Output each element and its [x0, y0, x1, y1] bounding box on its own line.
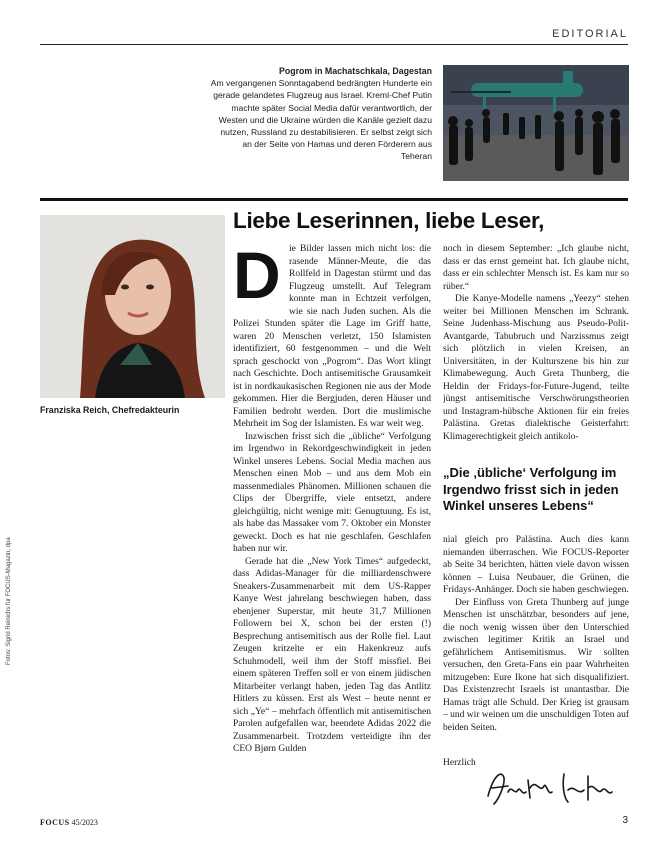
body-column-1 — [233, 243, 431, 805]
paragraph: nial gleich pro Palästina. Auch dies kann niemanden überraschen. Wie FOCUS-Reporter ab Seite 34 berichten, hätten viele davon wissen können – Luisa Neubauer, die Grünen, die Fridays-Anhänger. Doch sie haben geschwiegen. — [443, 535, 629, 595]
drop-cap: D — [233, 243, 281, 312]
paragraph: Gerade hat die „New York Times“ aufgedeckt, dass Adidas-Manager für die milliardenschwere Sneakers-Zusammenarbeit mit dem US-Rapper Kanye West jahrelang beschwiegen haben, dass ebenjener Superstar, mit heute 31,7 Millionen Followern bei X, schon bei der ersten (!) Besprechung antisemitisch aus der Rolle fiel. Laut Zeugen kritzelte er ein Hakenkreuz aufs Schuhmodell, weil ihm der Stoff missfiel. Bei einem späteren Treffen soll er von einem jüdischen Mitarbeiter verlangt haben, jeden Tag das Antlitz Hitlers zu küssen. Erst als West – heute nennt er sich „Ye“ – mehrfach öffentlich mit antisemitischen Parolen aufgefallen war, beendete Adidas 2022 die Zusammenarbeit. Trotzdem verteidigte ihn der CEO Bjørn Gulden — [233, 556, 431, 754]
page-number: 3 — [622, 815, 628, 826]
photo-credit: Fotos: Sigrid Reinichs für FOCUS-Magazin, dpa — [6, 537, 12, 665]
body-column-2-top — [443, 243, 629, 453]
editorial-headline: Liebe Leserinnen, liebe Leser, — [233, 208, 545, 233]
footer-brand — [40, 818, 98, 827]
paragraph: Inzwischen frisst sich die „übliche“ Verfolgung im Irgendwo in Rekordgeschwindigkeit in jeden Winkel unseres Lebens. Social Media machen aus Menschen einen Mob – und aus dem Mob ein massenmediales Phänomen. Millionen schauen die Clips der Übergriffe, viele entsetzt, andere gleichgültig, nicht wenige mit: Genugtuung. Es ist, als habe das Massaker vom 7. Oktober ein Monster geweckt. Doch es hat nie geschlafen. Geschlafen haben nur wir. — [233, 431, 431, 554]
section-label: EDITORIAL — [552, 28, 628, 40]
issue-number: 45/2023 — [71, 818, 98, 827]
paragraph: Die Kanye-Modelle namens „Yeezy“ stehen weiter bei Millionen Menschen im Schrank. Seine Judenhass-Mischung aus Pseudo-Polit-Avantgarde, Tabubruch und Narzissmus zeigt sich plötzlich in vielen Kreisen, an Universitäten, in der Kulturszene bis hin zur Klimabewegung. Auch Greta Thunberg, die Heldin der Fridays-for-Future-Jugend, teilte jüngst antisemitische Verschwörungstheorien und Instagram-hübsche Aktionen für ein freies Palästina. Gretas dialektische Geisterfahrt: Klimagerechtigkeit gleich antikolo- — [443, 294, 629, 442]
paragraph: noch in diesem September: „Ich glaube nicht, dass er das ernst gemeint hat. Ich glaube nicht, dass er ein schlechter Mensch ist. Es kam nur so rüber.“ — [443, 244, 629, 292]
teaser-text: Am vergangenen Sonntagabend bedrängten Hunderte ein gerade gelandetes Flugzeug aus Israel. Kreml-Chef Putin machte später Social Media dafür verantwortlich, der Westen und die Ukraine würden die Kanäle gezielt dazu nutzen, Russland zu destabilisieren. Er selbst zeigt sich an der Seite von Hamas und deren Förderern aus Teheran — [210, 78, 432, 162]
teaser-title: Pogrom in Machatschkala, Dagestan — [278, 66, 432, 76]
airport-crowd-photo — [443, 65, 629, 181]
top-rule — [40, 44, 628, 45]
teaser-caption — [210, 65, 432, 163]
author-portrait — [40, 215, 225, 398]
magazine-name: FOCUS — [40, 818, 70, 827]
portrait-caption: Franziska Reich, Chefredakteurin — [40, 405, 180, 415]
handwritten-signature — [484, 766, 614, 813]
signoff: Herzlich — [443, 758, 476, 768]
paragraph: Der Einfluss von Greta Thunberg auf junge Menschen ist unschätzbar, besonders auf jene, die noch wenig wissen über den Unterschied zwischen legitimer Kritik an Israel und gefährlichem Antisemitismus. Wir sollten versuchen, den Greta-Fans ein paar Wahrheiten mitzugeben: Eure Ikone hat sich disqualifiziert. Das Existenzrecht Israels ist unantastbar. Die Hamas trägt alle Schuld. Der Krieg ist grausam – und wir weinen um die unschuldigen Toten auf beiden Seiten. — [443, 597, 629, 733]
paragraph: ie Bilder lassen mich nicht los: die rasende Männer-Meute, die das Rollfeld in Dagestan stürmt und das Flugzeug umstellt. Auf Telegram konnte man in Echtzeit verfolgen, wie sie nach Juden suchen. Als die Polizei Stunden später die Lage im Griff hatte, waren 20 Menschen verletzt, 150 Islamisten identifiziert, 60 festgenommen – und die Welt sprach geschockt von „Pogrom“. Das Wort klingt nach Geschichte. Doch antisemitische Grausamkeit ist in nordkaukasischen Regionen nie aus der Mode gekommen. Hier die Bergjuden, deren Häuser und Familien bedroht werden. Dort die muslimische Mehrheit im Sog der Islamisten. Es war weit weg. — [233, 244, 431, 429]
pull-quote: „Die ‚übliche‘ Verfolgung im Irgendwo frisst sich in jeden Winkel unseres Lebens“ — [443, 465, 619, 513]
body-column-2-bottom — [443, 534, 629, 749]
section-rule — [40, 198, 628, 201]
